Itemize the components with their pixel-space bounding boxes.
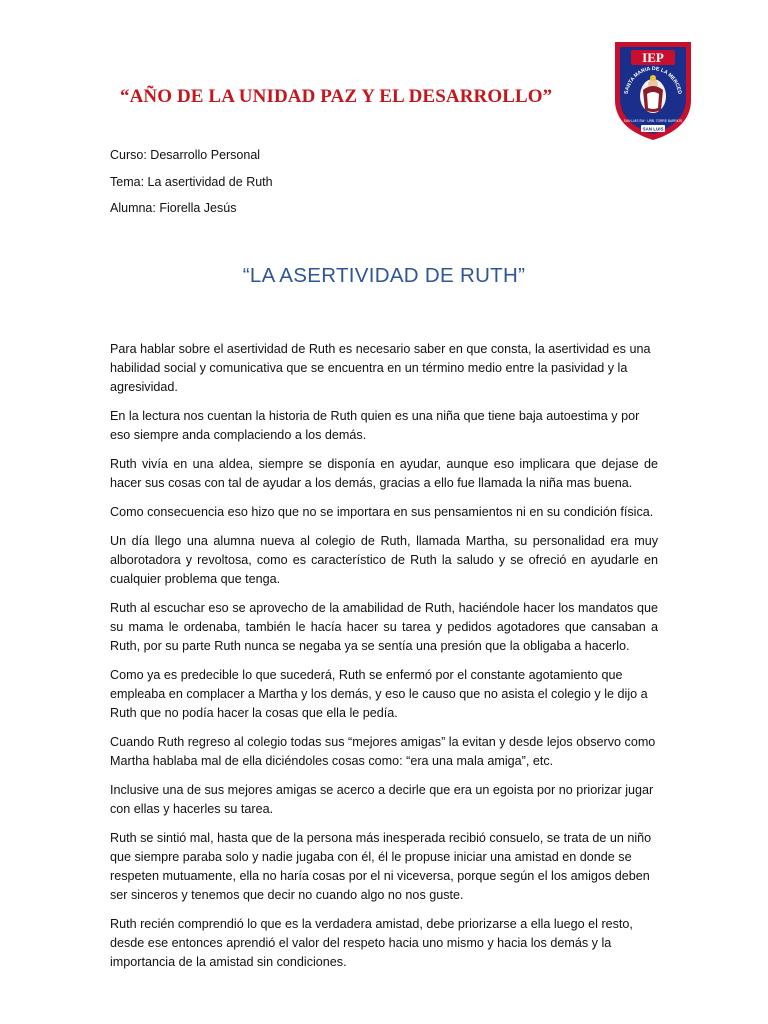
paragraph: Un día llego una alumna nueva al colegio de Ruth, llamada Martha, su personalidad era muy alborotadora y revoltosa, como es característico de Ruth la saludo y se ofreció en ayudarle en cualquier problema que tenga. — [110, 534, 658, 586]
logo-small-text: SAN LUIS SW · URB. TORRE BARRIOS — [623, 119, 683, 123]
paragraph: Ruth recién comprendió lo que es la verdadera amistad, debe priorizarse a ella luego el resto, desde ese entonces aprendió el valor del respeto hacia uno mismo y hacia los demás y la importancia de la amistad sin condiciones. — [110, 917, 633, 969]
document-body — [110, 340, 658, 982]
paragraph: Ruth se sintió mal, hasta que de la persona más inesperada recibió consuelo, se trata de un niño que siempre paraba solo y nadie jugaba con él, él le propuse iniciar una amistad en donde se respeten mutuamente, ella no haría cosas por el ni viceversa, porque según el los amigos deben ser sinceros y tenemos que decir no cuando algo no nos guste. — [110, 831, 652, 902]
topic-line: Tema: La asertividad de Ruth — [110, 175, 273, 189]
paragraph: Cuando Ruth regreso al colegio todas sus “mejores amigas” la evitan y desde lejos observo como Martha hablaba mal de ella diciéndoles cosas como: “era una mala amiga”, etc. — [110, 735, 656, 768]
logo-iep-text: IEP — [642, 50, 664, 65]
paragraph: Como ya es predecible lo que sucederá, Ruth se enfermó por el constante agotamiento que empleaba en complacer a Martha y los demás, y eso le causo que no asista el colegio y le dijo a Ruth que no podía hacer la cosas que ella le pedía. — [110, 668, 648, 720]
paragraph: Ruth al escuchar eso se aprovecho de la amabilidad de Ruth, haciéndole hacer los mandatos que su mama le ordenaba, también le hacía hacer su tarea y pedidos agotadores que cansaban a Ruth, por su parte Ruth nunca se negaba ya se sentía una presión que la obligaba a hacerlo. — [110, 601, 658, 653]
student-line: Alumna: Fiorella Jesús — [110, 201, 237, 215]
school-crest-icon — [611, 38, 695, 142]
logo-arc-text: SANTA MARIA DE LA MERCED — [623, 65, 683, 95]
document-title: “LA ASERTIVIDAD DE RUTH” — [242, 264, 526, 287]
paragraph: Como consecuencia eso hizo que no se importara en sus pensamientos ni en su condición física. — [110, 505, 654, 519]
paragraph: Ruth vivía en una aldea, siempre se disponía en ayudar, aunque eso implicara que dejase de hacer sus cosas con tal de ayudar a los demás, gracias a ello fue llamada la niña mas buena. — [110, 457, 658, 490]
course-line: Curso: Desarrollo Personal — [110, 148, 261, 162]
header-motto: “AÑO DE LA UNIDAD PAZ Y EL DESARROLLO” — [120, 86, 553, 107]
logo-bottom-text: SAN LUIS — [642, 126, 664, 132]
paragraph: Para hablar sobre el asertividad de Ruth es necesario saber en que consta, la asertividad es una habilidad social y comunicativa que se encuentra en un término medio entre la pasividad y la agresividad. — [110, 342, 651, 394]
paragraph: Inclusive una de sus mejores amigas se acerco a decirle que era un egoista por no priorizar jugar con ellas y hacerles su tarea. — [110, 783, 654, 816]
paragraph: En la lectura nos cuentan la historia de Ruth quien es una niña que tiene baja autoestima y por eso siempre anda complaciendo a los demás. — [110, 409, 640, 442]
